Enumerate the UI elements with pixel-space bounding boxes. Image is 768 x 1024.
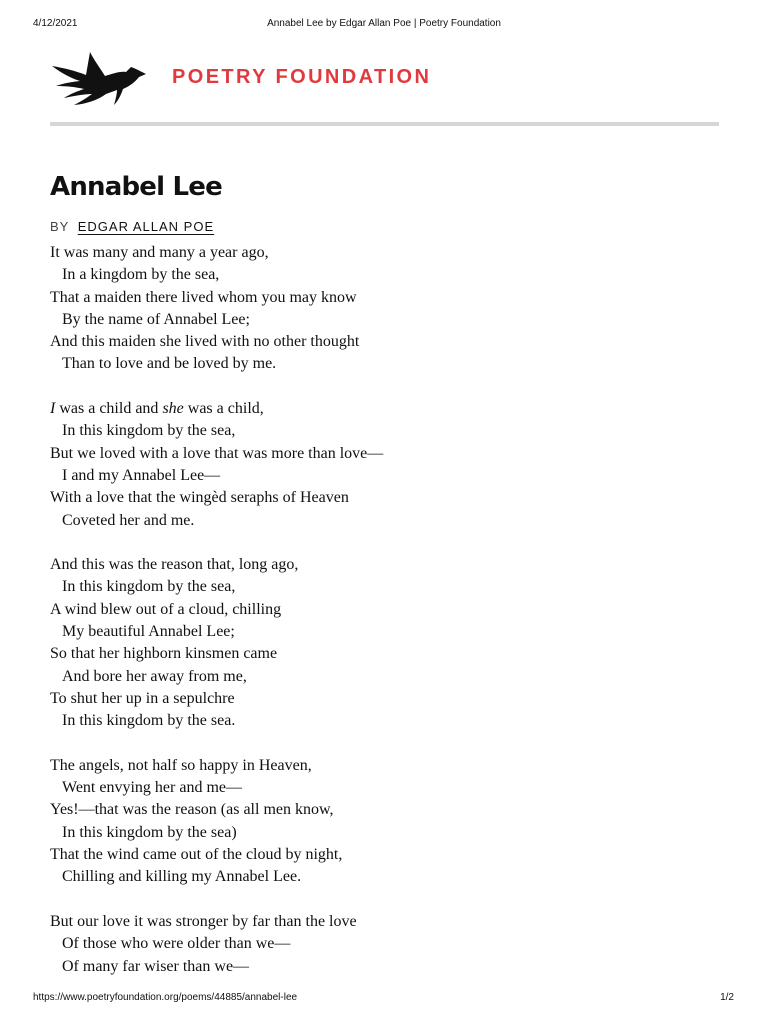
poem-line: And this was the reason that, long ago, <box>50 556 299 574</box>
by-label: BY <box>50 219 70 234</box>
print-url: https://www.poetryfoundation.org/poems/44885/annabel-lee <box>33 992 298 1003</box>
poem-line: In this kingdom by the sea) <box>62 823 237 841</box>
poem-title: Annabel Lee <box>50 172 222 202</box>
poem-line: It was many and many a year ago, <box>50 244 269 261</box>
poem-line: Of many far wiser than we— <box>62 957 250 975</box>
stanza-break <box>50 532 730 554</box>
site-header <box>50 48 720 112</box>
poem-line: Coveted her and me. <box>62 511 195 529</box>
poem-body <box>50 242 730 978</box>
print-footer <box>0 992 768 1006</box>
poem-line: Of those who were older than we— <box>62 935 291 953</box>
print-date: 4/12/2021 <box>33 18 78 29</box>
poem-line: With a love that the wingèd seraphs of Heaven <box>50 489 349 507</box>
poem-line: I and my Annabel Lee— <box>62 466 221 484</box>
poem-line: Yes!—that was the reason (as all men know, <box>50 801 334 819</box>
emphasis: she <box>162 400 184 418</box>
poem-line: But we loved with a love that was more than love— <box>50 444 384 462</box>
poem-line: To shut her up in a sepulchre <box>50 689 235 707</box>
poem-line: In this kingdom by the sea, <box>62 578 236 596</box>
stanza-break <box>50 733 730 755</box>
print-header <box>0 18 768 32</box>
header-divider <box>50 122 719 126</box>
poem-line: So that her highborn kinsmen came <box>50 645 278 663</box>
stanza-break <box>50 889 730 911</box>
poem-line: But our love it was stronger by far than the love <box>50 912 357 930</box>
poem-line: Than to love and be loved by me. <box>62 355 277 373</box>
poem-line: I was a child and she was a child, <box>50 400 264 418</box>
poem-line: The angels, not half so happy in Heaven, <box>50 756 312 774</box>
print-page-title: Annabel Lee by Edgar Allan Poe | Poetry Foundation <box>267 18 501 29</box>
poem-line: My beautiful Annabel Lee; <box>62 623 235 641</box>
emphasis: I <box>50 400 56 418</box>
poem-line: Chilling and killing my Annabel Lee. <box>62 868 302 886</box>
poem-line: In a kingdom by the sea, <box>62 266 220 284</box>
poem-line: And this maiden she lived with no other thought <box>50 333 360 351</box>
poem-line: That a maiden there lived whom you may know <box>50 288 357 306</box>
poem-line: That the wind came out of the cloud by night, <box>50 846 343 864</box>
page-number: 1/2 <box>720 992 734 1003</box>
byline <box>50 219 214 234</box>
author-link[interactable]: EDGAR ALLAN POE <box>77 219 215 234</box>
poem-line: Went envying her and me— <box>62 779 242 797</box>
site-logo-text[interactable]: POETRY FOUNDATION <box>172 66 432 88</box>
poem-line: A wind blew out of a cloud, chilling <box>50 600 282 618</box>
poem-line: By the name of Annabel Lee; <box>62 310 250 328</box>
poem-line: In this kingdom by the sea. <box>62 712 236 730</box>
pegasus-icon[interactable] <box>50 50 148 110</box>
poem-line: And bore her away from me, <box>62 667 247 685</box>
poem-line: In this kingdom by the sea, <box>62 422 236 440</box>
stanza-break <box>50 376 730 398</box>
